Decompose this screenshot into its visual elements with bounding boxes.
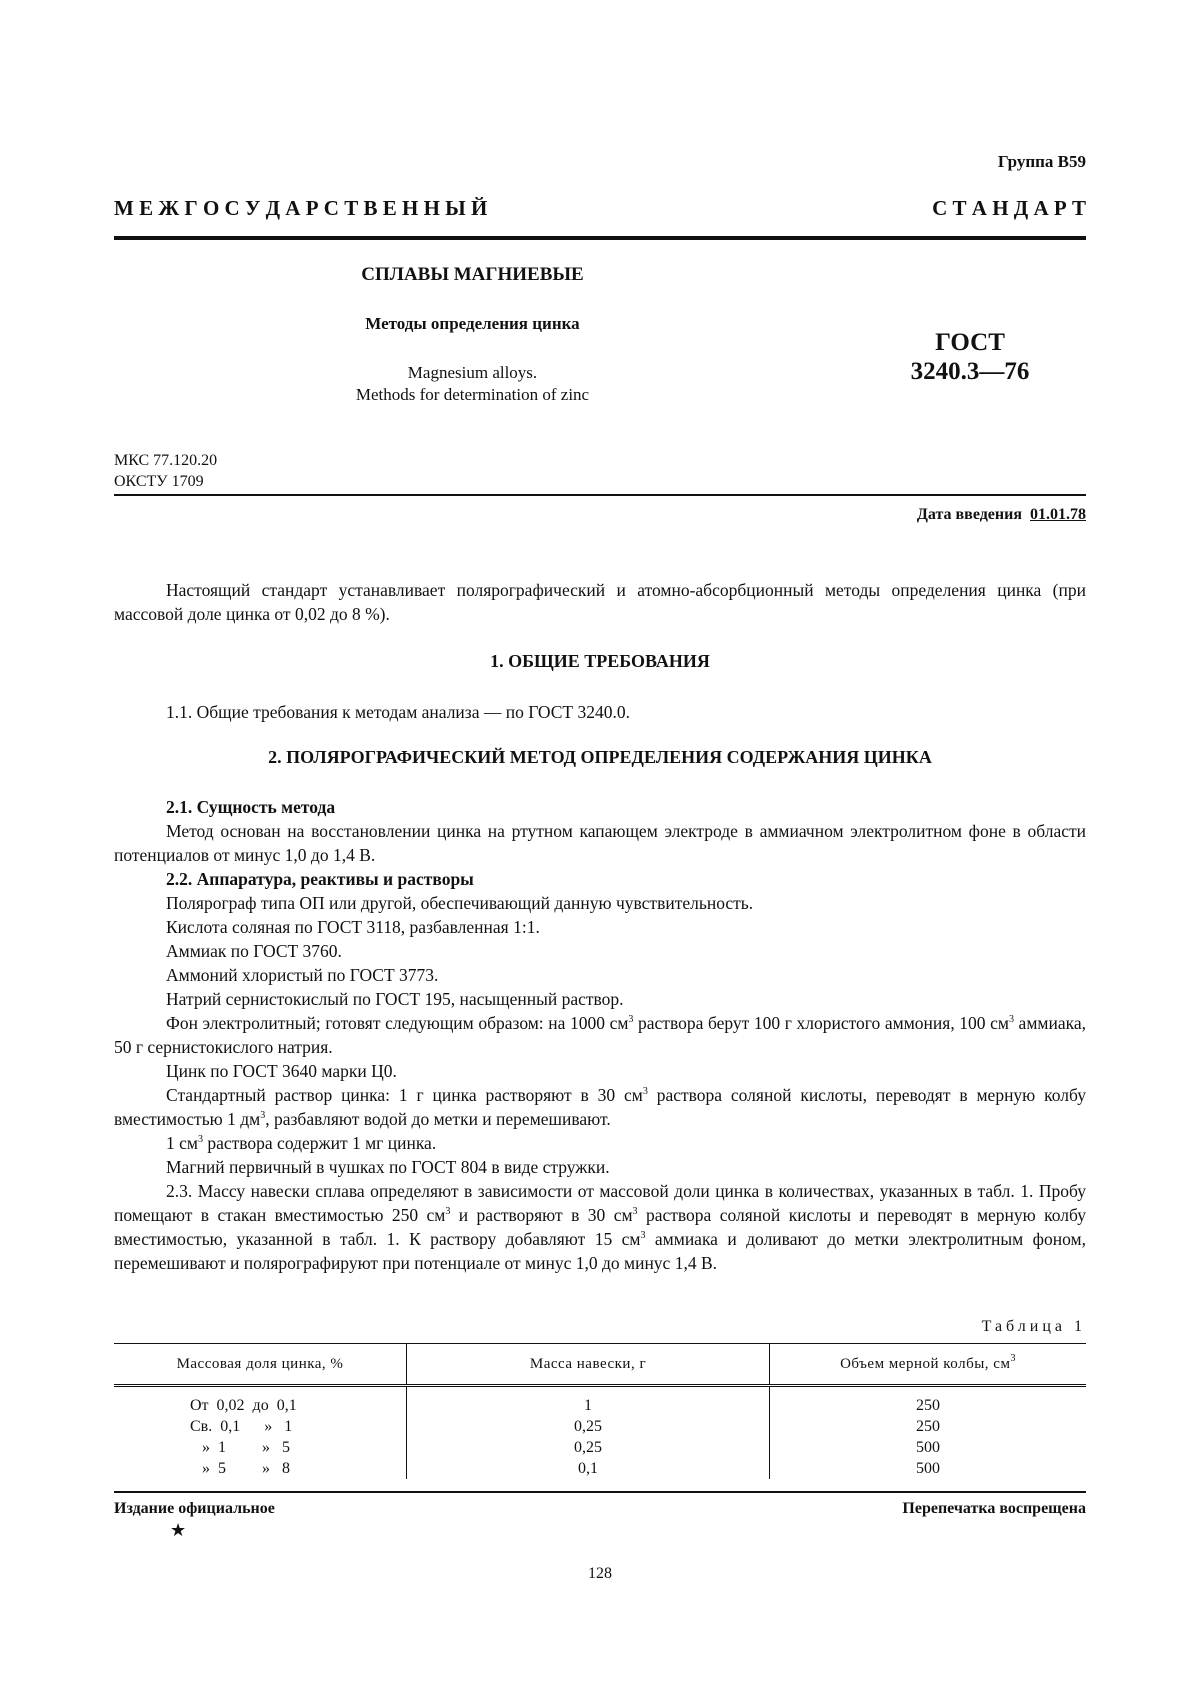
cell-range: » 1 » 5 <box>190 1439 290 1456</box>
document-subtitle: Методы определения цинка <box>365 314 580 333</box>
cell-range: Св. 0,1 » 1 <box>190 1418 293 1435</box>
header-rule <box>114 236 1086 240</box>
section-2-heading: 2. ПОЛЯРОГРАФИЧЕСКИЙ МЕТОД ОПРЕДЕЛЕНИЯ СОДЕРЖАНИЯ ЦИНКА <box>268 747 932 767</box>
cell-mass: 0,25 <box>407 1437 770 1458</box>
cell-mass: 0,25 <box>407 1416 770 1437</box>
section-1-body <box>114 700 1086 724</box>
section-1-heading: 1. ОБЩИЕ ТРЕБОВАНИЯ <box>490 651 710 671</box>
intro-paragraph-block <box>114 578 1086 626</box>
date-label: Дата введения <box>916 506 1022 523</box>
english-title-line2: Methods for determination of zinc <box>355 385 590 404</box>
star-icon: ★ <box>170 1520 187 1540</box>
paragraph-2-3: 2.3. Массу навески сплава определяют в зависимости от массовой доли цинка в количествах, указанных в табл. 1. Пробу помещают в стакан вместимостью 250 $см^3$ и растворяют в 30 $см^3$ раствора соляной кислоты и переводят в мерную колбу вместимостью, указанной в табл. 1. К раствору добавляют 15 $см^3$ аммиака и доливают до метки электролитным фоном, перемешивают и полярографируют при потенциале от минус 1,0 до минус 1,4 В. <box>114 1181 1087 1273</box>
english-title <box>290 362 655 406</box>
table-header-row <box>114 1344 1086 1386</box>
cell-volume: 250 <box>770 1416 1087 1437</box>
subsection-2-1-heading: 2.1. Сущность метода <box>166 797 336 817</box>
column-header-sample-mass: Масса навески, г <box>407 1344 770 1386</box>
cell-mass: 1 <box>407 1386 770 1417</box>
footer-rule <box>114 1491 1086 1493</box>
reagent-item: Аммиак по ГОСТ 3760. <box>166 941 342 961</box>
english-title-line1: Magnesium alloys. <box>407 363 538 382</box>
standard-banner <box>114 196 1086 221</box>
table-row <box>114 1386 1086 1417</box>
paragraph-2-1: Метод основан на восстановлении цинка на ртутном капающем электроде в аммиачном электролитном фоне в области потенциалов от минус 1,0 до 1,4 В. <box>114 821 1086 865</box>
subsection-2-2-heading: 2.2. Аппаратура, реактивы и растворы <box>166 869 474 889</box>
classification-codes <box>114 450 217 492</box>
date-value: 01.01.78 <box>1030 506 1086 523</box>
zinc-reagent: Цинк по ГОСТ 3640 марки Ц0. <box>166 1061 397 1081</box>
codes-rule <box>114 494 1086 496</box>
banner-right: С Т А Н Д А Р Т <box>932 196 1086 220</box>
table-row <box>114 1416 1086 1437</box>
solution-concentration: 1 $см^3$ раствора содержит 1 мг цинка. <box>166 1133 437 1153</box>
banner-left: М Е Ж Г О С У Д А Р С Т В Е Н Н Ы Й <box>114 196 488 220</box>
table-1 <box>114 1343 1086 1479</box>
column-header-zinc-fraction: Массовая доля цинка, % <box>114 1344 407 1386</box>
group-label: Группа В59 <box>997 152 1086 171</box>
gost-label: ГОСТ <box>935 329 1005 356</box>
cell-volume: 250 <box>770 1386 1087 1417</box>
reagent-item: Аммоний хлористый по ГОСТ 3773. <box>166 965 439 985</box>
electrolyte-background: Фон электролитный; готовят следующим образом: на 1000 $см^3$ раствора берут 100 г хлористого аммония, 100 $см^3$ аммиака, 50 г сернистокислого натрия. <box>114 1013 1086 1057</box>
reagent-item: Кислота соляная по ГОСТ 3118, разбавленная 1:1. <box>166 917 540 937</box>
cell-range: От 0,02 до 0,1 <box>190 1397 297 1414</box>
gost-code: 3240.3—76 <box>910 358 1030 385</box>
mks-code: МКС 77.120.20 <box>114 452 218 469</box>
gost-number <box>900 328 1040 386</box>
standard-solution: Стандартный раствор цинка: 1 г цинка растворяют в 30 $см^3$ раствора соляной кислоты, переводят в мерную колбу вместимостью 1 $дм^3$, разбавляют водой до метки и перемешивают. <box>114 1085 1086 1129</box>
column-header-flask-volume: Объем мерной колбы, $см^3$ <box>770 1344 1087 1386</box>
cell-range: » 5 » 8 <box>190 1460 290 1477</box>
reprint-prohibited-label: Перепечатка воспрещена <box>902 1500 1086 1517</box>
intro-paragraph: Настоящий стандарт устанавливает полярографический и атомно-абсорбционный методы определения цинка (при массовой доле цинка от 0,02 до 8 %). <box>114 580 1086 624</box>
cell-volume: 500 <box>770 1458 1087 1479</box>
magnesium-reagent: Магний первичный в чушках по ГОСТ 804 в виде стружки. <box>166 1157 610 1177</box>
table-caption: Таблица 1 <box>981 1318 1086 1335</box>
cell-volume: 500 <box>770 1437 1087 1458</box>
section-2-body <box>114 795 1086 1275</box>
paragraph-1-1: 1.1. Общие требования к методам анализа — по ГОСТ 3240.0. <box>166 702 630 722</box>
table-row <box>114 1458 1086 1479</box>
introduction-date <box>917 506 1086 524</box>
reagent-item: Полярограф типа ОП или другой, обеспечивающий данную чувствительность. <box>166 893 754 913</box>
table-row <box>114 1437 1086 1458</box>
cell-mass: 0,1 <box>407 1458 770 1479</box>
official-edition-label: Издание официальное <box>114 1500 275 1517</box>
page-number: 128 <box>588 1565 612 1582</box>
document-title: СПЛАВЫ МАГНИЕВЫЕ <box>361 264 584 285</box>
okstu-code: ОКСТУ 1709 <box>114 473 204 490</box>
reagent-item: Натрий сернистокислый по ГОСТ 195, насыщенный раствор. <box>166 989 624 1009</box>
